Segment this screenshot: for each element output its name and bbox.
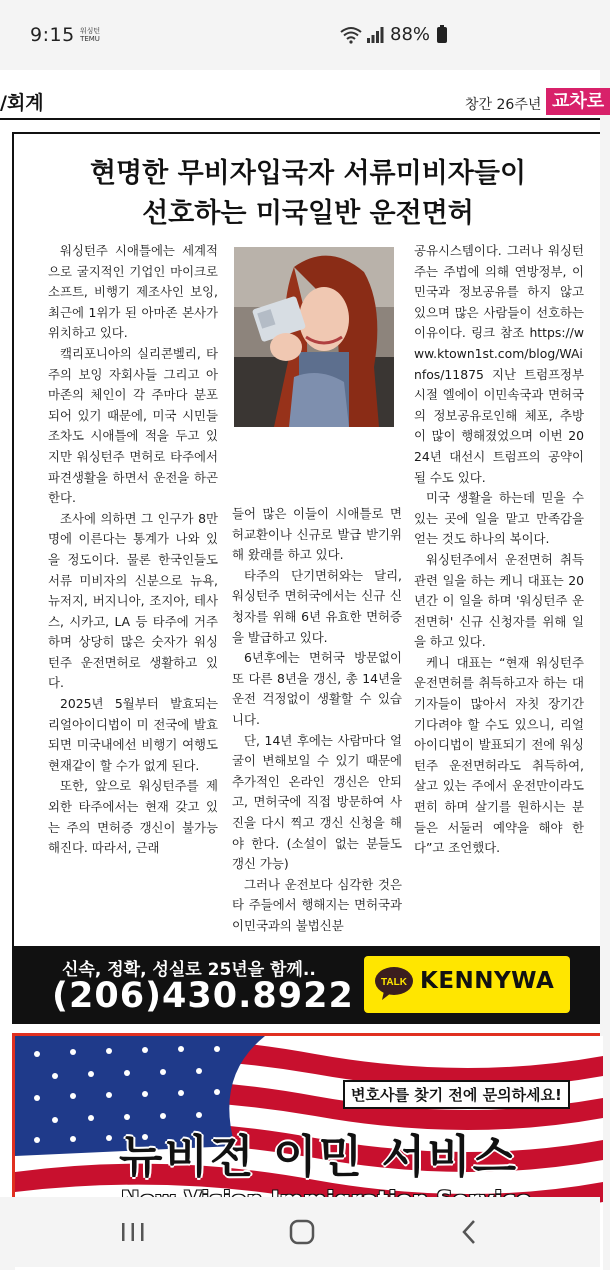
article-paragraph: 들어 많은 이들이 시애틀로 면허교환이나 신규로 발급 받기위해 왔래를 하고 있다. — [232, 506, 402, 563]
woman-with-license-image — [234, 247, 394, 427]
article-paragraph: 캨리포니아의 실리콘벨리, 타주의 보잉 자회사들 그리고 아마존의 체인이 각 주마다 분포되어 있기 때문에, 미국 시민들조차도 시애틀에 적을 두고 있지만 워싱턴주 면허로 타주에서 파견생활을 하면서 운전을 하곤 한다. — [48, 345, 218, 506]
article-paragraph: 워싱턴주에서 운전면허 취득관련 일을 하는 케니 대표는 20년간 이 일을 하며 '워싱턴주 운전면허' 신규 신청자를 위해 일을 하고 있다. — [414, 551, 584, 650]
kakaotalk-id: KENNYWA — [420, 968, 555, 994]
status-bar — [0, 0, 600, 70]
notification-prefix: 워싱턴 — [79, 27, 101, 35]
article-paragraph: 워싱턴주 시애틀에는 세계적으로 굴지적인 기업인 마이크로 소프트, 비행기 제조사인 보잉, 최근에 1위가 된 아마존 본사가 위치하고 있다. — [48, 243, 218, 341]
kakaotalk-label: TALK — [381, 977, 407, 988]
article-paragraph: 조사에 의하면 그 인구가 8만명에 이른다는 통계가 나와 있을 정도이다. 물론 한국인들도 서류 미비자의 신분으로 뉴욕, 뉴저지, 버지니아, 조지아, 테사스, 시카고, LA 등 타주에 거주하며 상당히 많은 숫자가 워싱턴주 운전면허로 생활하고 있다. — [48, 510, 218, 691]
article-paragraph: 케니 대표는 “현재 워싱턴주 운전면허를 취득하고자 하는 대기자들이 많아서 자칫 장기간 기다려야 할 수도 있으니, 리얼아이디법이 발표되기 전에 워싱턴주 운전면허라도 취득하여, 살고 있는 주에서 운전만이라도 편히 하며 살기를 원하시는 분들은 서둘러 예약을 해야 한다”고 조언했다. — [414, 654, 584, 856]
article-paragraph: 타주의 단기면허와는 달리, 워싱턴주 면허국에서는 신규 신청자를 위해 6년 유효한 면허증을 발급하고 있다. — [232, 567, 402, 645]
status-indicators — [340, 24, 450, 48]
section-name: /회계 — [0, 92, 44, 114]
home-icon[interactable] — [282, 1215, 322, 1249]
contact-tagline: 신속, 정확, 성실로 25년을 함께.. — [62, 960, 316, 980]
anniversary-label: 창간 26주년 — [465, 97, 542, 113]
back-icon[interactable] — [450, 1215, 490, 1249]
article-column-2 — [232, 504, 402, 936]
paper-header — [0, 88, 605, 116]
kakaotalk-id-box[interactable] — [364, 956, 570, 1013]
contact-banner[interactable] — [12, 946, 600, 1024]
article-column-1 — [48, 241, 218, 859]
ad-subtitle: 변호사를 찾기 전에 문의하세요! — [343, 1080, 570, 1109]
navigation-bar — [0, 1197, 600, 1267]
article-paragraph: 또한, 앞으로 워싱턴주를 제외한 타주에서는 현재 갖고 있는 주의 면허증 갱신이 불가능해진다. 따라서, 근래 — [48, 778, 218, 856]
newspaper-brand: 교차로 — [546, 88, 610, 115]
battery-percentage: 88% — [390, 24, 431, 45]
notification-app-name: TEMU — [80, 35, 100, 43]
battery-icon — [437, 27, 447, 43]
article-paragraph: 공유시스템이다. 그러나 워싱턴주는 주법에 의해 연방정부, 이민국과 정보공유를 하지 않고 있으며 많은 사람들이 선호하는 이유이다. 링크 참조 https://www.ktown1st.com/blog/WAinfos/11875 지난 트럼프정부 시절 엘에이 이민속국과 면허국의 정보공유로인해 체포, 추방이 많이 행해졌었으며 이번 2024년 대선시 트럼프의 공약이 될 수도 있다. — [414, 243, 584, 485]
article-paragraph: 미국 생활을 하는데 믿을 수 있는 곳에 일을 맡고 만족감을 얻는 것도 하나의 복이다. — [414, 490, 584, 547]
headline-line-2: 선호하는 미국일반 운전면허 — [142, 198, 474, 229]
article-headline — [14, 154, 602, 234]
temu-notification-icon — [79, 27, 101, 43]
article-paragraph: 2025년 5월부터 발효되는 리얼아이디법이 미 전국에 발효되면 미국내에선 비행기 여행도 현재같이 할 수가 없게 된다. — [48, 696, 218, 773]
header-divider — [0, 118, 600, 120]
article-paragraph: 단, 14년 후에는 사람마다 얼굴이 변해보일 수 있기 때문에 추가적인 온라인 갱신은 안되고, 면허국에 직접 방문하여 사진을 다시 찍고 갱신 신청을 해야 한다. (소설이 없는 분들도 갱신 가능) — [232, 732, 402, 872]
wifi-icon — [340, 26, 362, 44]
article-paragraph: 6년후에는 면허국 방문없이 또 다른 8년을 갱신, 총 14년을 운전 걱정없이 생활할 수 있습니다. — [232, 650, 402, 727]
kakaotalk-icon — [374, 965, 414, 1001]
signal-icon — [366, 26, 384, 44]
recent-apps-icon[interactable] — [113, 1215, 153, 1249]
article-column-3 — [414, 241, 584, 859]
ad-title: 뉴비전 이민 서비스 — [119, 1130, 519, 1183]
article-paragraph: 그러나 운전보다 심각한 것은 타 주들에서 행해지는 면허국과 이민국과의 불법신분 — [232, 876, 402, 933]
newspaper-page[interactable] — [0, 70, 605, 1197]
article-photo — [234, 247, 394, 427]
headline-line-1: 현명한 무비자입국자 서류미비자들이 — [89, 158, 527, 189]
contact-phone-number[interactable]: (206)430.8922 — [52, 976, 354, 1016]
status-time: 9:15 — [30, 24, 75, 46]
